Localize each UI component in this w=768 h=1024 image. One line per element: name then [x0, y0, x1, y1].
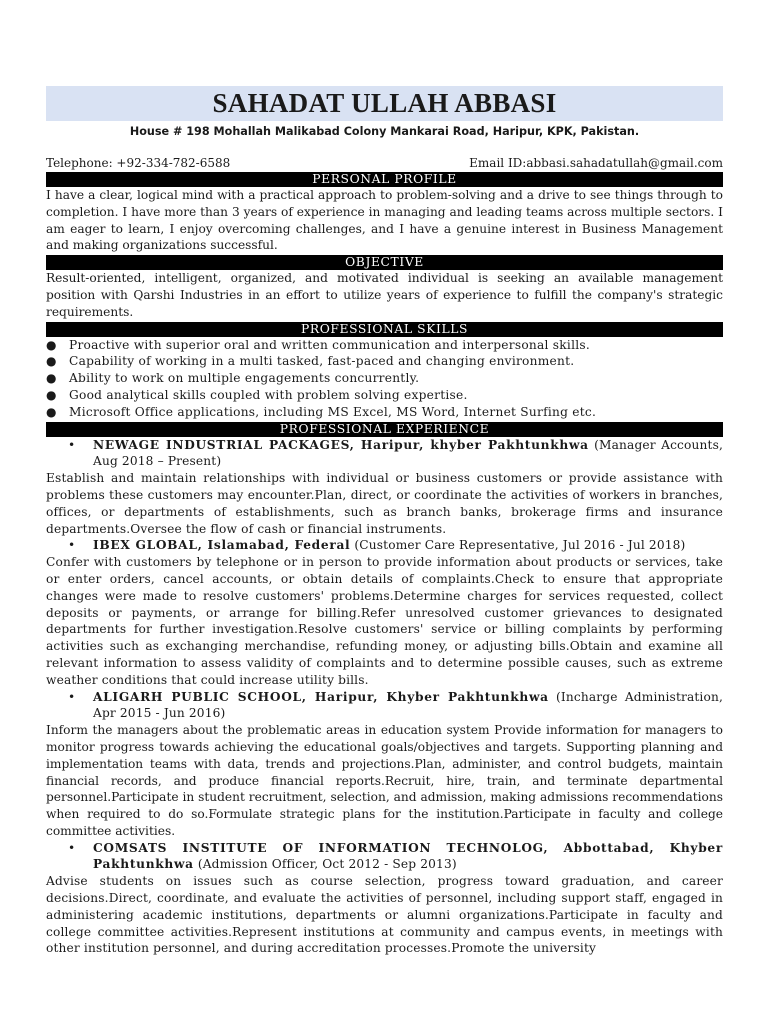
telephone: Telephone: +92-334-782-6588 [46, 156, 231, 170]
job-heading [46, 537, 723, 554]
bullet-icon: • [68, 538, 76, 553]
personal-profile-heading: PERSONAL PROFILE [46, 172, 723, 187]
address-line: House # 198 Mohallah Malikabad Colony Mankarai Road, Haripur, KPK, Pakistan. [129, 125, 640, 138]
contact-line [46, 156, 723, 171]
bullet-icon: ● [46, 404, 57, 419]
candidate-name: SAHADAT ULLAH ABBASI [212, 88, 557, 118]
skill-item [46, 337, 723, 354]
job-description: Inform the managers about the problematic areas in education system Provide information for managers to monitor progress towards achieving the educational goals/objectives and targets. Supporting planning and implementation teams with data, trends and projections.Plan, administer, and control budgets, maintain financial records, and produce financial reports.Recruit, hire, train, and terminate departmental personnel.Participate in student recruitment, selection, and admission, making admissions recommendations when required to do so.Formulate strategic plans for the institution.Participate in faculty and college committee activities. [46, 723, 723, 838]
bullet-icon: ● [46, 337, 57, 352]
skill-text: Microsoft Office applications, including MS Excel, MS Word, Internet Surfing etc. [69, 404, 597, 419]
job-role: (Incharge Administration, Apr 2015 - Jun 2016) [93, 689, 723, 721]
job-organization: COMSATS INSTITUTE OF INFORMATION TECHNOLOG, Abbottabad, Khyber Pakhtunkhwa [93, 840, 723, 872]
bullet-icon: • [68, 437, 76, 452]
skill-item [46, 370, 723, 387]
email: Email ID:abbasi.sahadatullah@gmail.com [469, 156, 723, 170]
job-organization: IBEX GLOBAL, Islamabad, Federal [93, 538, 351, 553]
skill-item [46, 404, 723, 421]
skill-item [46, 353, 723, 370]
job-role: (Manager Accounts, Aug 2018 – Present) [93, 437, 723, 469]
job-role: (Admission Officer, Oct 2012 - Sep 2013) [193, 857, 457, 872]
skill-text: Ability to work on multiple engagements concurrently. [69, 371, 420, 386]
job-organization: ALIGARH PUBLIC SCHOOL, Haripur, Khyber Pakhtunkhwa [93, 689, 549, 704]
name-header [46, 86, 723, 121]
skills-heading: PROFESSIONAL SKILLS [46, 322, 723, 337]
skill-item [46, 387, 723, 404]
objective-heading: OBJECTIVE [46, 255, 723, 270]
job-description: Advise students on issues such as course selection, progress toward graduation, and career decisions.Direct, coordinate, and evaluate the activities of personnel, including support staff, engaged in administering academic institutions, departments or alumni organizations.Participate in faculty and college committee activities.Represent institutions at community and campus events, in meetings with other institution personnel, and during accreditation processes.Promote the university [46, 874, 723, 956]
job-role: (Customer Care Representative, Jul 2016 - Jul 2018) [350, 538, 686, 553]
personal-profile-text: I have a clear, logical mind with a practical approach to problem-solving and a drive to see things through to completion. I have more than 3 years of experience in managing and leading teams across multiple sectors. I am eager to learn, I enjoy overcoming challenges, and I have a genuine interest in Business Management and making organizations successful. [46, 188, 723, 253]
job-description: Establish and maintain relationships with individual or business customers or provide assistance with problems these customers may encounter.Plan, direct, or coordinate the activities of workers in branches, offices, or departments of establishments, such as branch banks, brokerage firms and insurance departments.Oversee the flow of cash or financial instruments. [46, 471, 723, 536]
skill-text: Good analytical skills coupled with problem solving expertise. [69, 387, 468, 402]
job-description: Confer with customers by telephone or in person to provide information about products or services, take or enter orders, cancel accounts, or obtain details of complaints.Check to ensure that appropriate changes were made to resolve customers' problems.Determine charges for services requested, collect deposits or payments, or arrange for billing.Refer unresolved customer grievances to designated departments for further investigation.Resolve customers' service or billing complaints by performing activities such as exchanging merchandise, refunding money, or adjusting bills.Obtain and examine all relevant information to assess validity of complaints and to determine possible causes, such as extreme weather conditions that could increase utility bills. [46, 555, 723, 687]
skills-list [46, 337, 723, 421]
job-heading [46, 689, 723, 723]
resume-content [46, 86, 723, 957]
bullet-icon: • [68, 689, 76, 704]
job-heading [46, 840, 723, 874]
bullet-icon: ● [46, 371, 57, 386]
experience-heading: PROFESSIONAL EXPERIENCE [46, 422, 723, 437]
bullet-icon: ● [46, 387, 57, 402]
bullet-icon: • [68, 840, 76, 855]
job-heading [46, 437, 723, 471]
skill-text: Capability of working in a multi tasked, fast-paced and changing environment. [69, 354, 575, 369]
job-organization: NEWAGE INDUSTRIAL PACKAGES, Haripur, khyber Pakhtunkhwa [93, 437, 589, 452]
objective-text: Result-oriented, intelligent, organized, and motivated individual is seeking an available management position with Qarshi Industries in an effort to utilize years of experience to fulfill the company's strategic requirements. [46, 271, 723, 319]
skill-text: Proactive with superior oral and written communication and interpersonal skills. [69, 337, 591, 352]
bullet-icon: ● [46, 354, 57, 369]
